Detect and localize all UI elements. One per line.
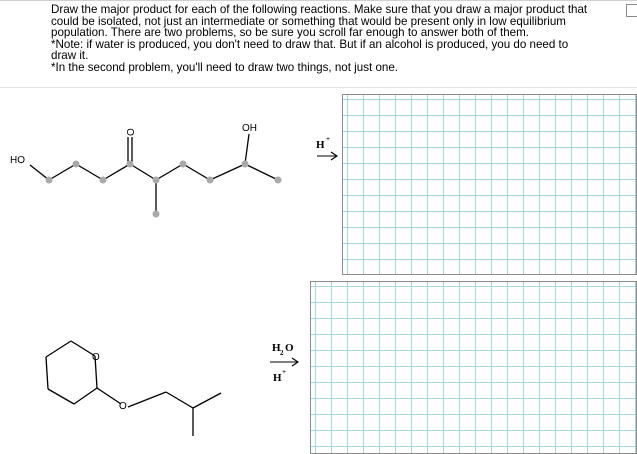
bond — [74, 388, 97, 404]
instruction-line: Draw the major product for each of the following reactions. Make sure that you draw a major product that — [51, 4, 588, 16]
bond — [103, 164, 130, 180]
bond — [46, 357, 48, 389]
instruction-line: *Note: if water is produced, you don't need to draw that. But if an alcohol is produced, you do need to — [51, 37, 569, 51]
instruction-line: population. There are two problems, so be sure you scroll far enough to answer both of them. — [51, 26, 529, 40]
atom-dot — [46, 177, 53, 184]
atom-label-o-ring: O — [92, 352, 100, 363]
reagent-charge: + — [326, 135, 330, 143]
reagent-o: O — [285, 342, 294, 354]
bond — [193, 393, 221, 408]
atom-dot — [153, 177, 160, 184]
reagent-h-bottom: H — [273, 372, 282, 384]
atom-label-o-chain: O — [119, 401, 127, 412]
bond — [97, 388, 121, 404]
answer-canvas-2[interactable] — [310, 281, 637, 454]
bond — [245, 134, 249, 164]
problem2-bonds — [46, 341, 221, 436]
atom-label-oh: OH — [242, 123, 257, 134]
reaction-arrow-1 — [317, 152, 337, 160]
reagent-h2: H — [272, 342, 281, 354]
bond — [30, 165, 49, 180]
bond — [166, 392, 193, 408]
instruction-line: *In the second problem, you'll need to draw two things, not just one. — [51, 60, 399, 74]
problem1-atom-dots — [46, 161, 282, 218]
reaction-arrow-2 — [270, 358, 298, 366]
bond — [130, 164, 156, 180]
bond — [46, 341, 71, 357]
bond — [183, 164, 210, 180]
atom-dot — [275, 177, 282, 184]
atom-dot — [180, 161, 187, 168]
instruction-line: could be isolated, not just an intermediate or something that would be present only in low equilibrium — [51, 14, 566, 28]
reagent-h: H — [316, 139, 325, 151]
bond — [48, 389, 74, 404]
instruction-line: draw it. — [51, 49, 89, 63]
atom-dot — [153, 211, 160, 218]
bond — [128, 392, 166, 407]
atom-dot — [73, 161, 80, 168]
bond — [210, 164, 245, 180]
atom-dot — [207, 177, 214, 184]
bond — [76, 164, 103, 180]
bond — [156, 164, 183, 180]
atom-dot — [127, 161, 134, 168]
problem1-bonds — [30, 134, 278, 214]
atom-label-ho: HO — [10, 155, 25, 166]
reagent-charge-bottom: + — [282, 368, 286, 376]
bond — [245, 164, 278, 180]
atom-dot — [100, 177, 107, 184]
atom-dot — [242, 161, 249, 168]
answer-canvas-1[interactable] — [342, 94, 637, 275]
atom-label-o: O — [126, 128, 137, 136]
reagent-h2-sub: 2 — [280, 349, 284, 357]
bond — [49, 164, 76, 180]
